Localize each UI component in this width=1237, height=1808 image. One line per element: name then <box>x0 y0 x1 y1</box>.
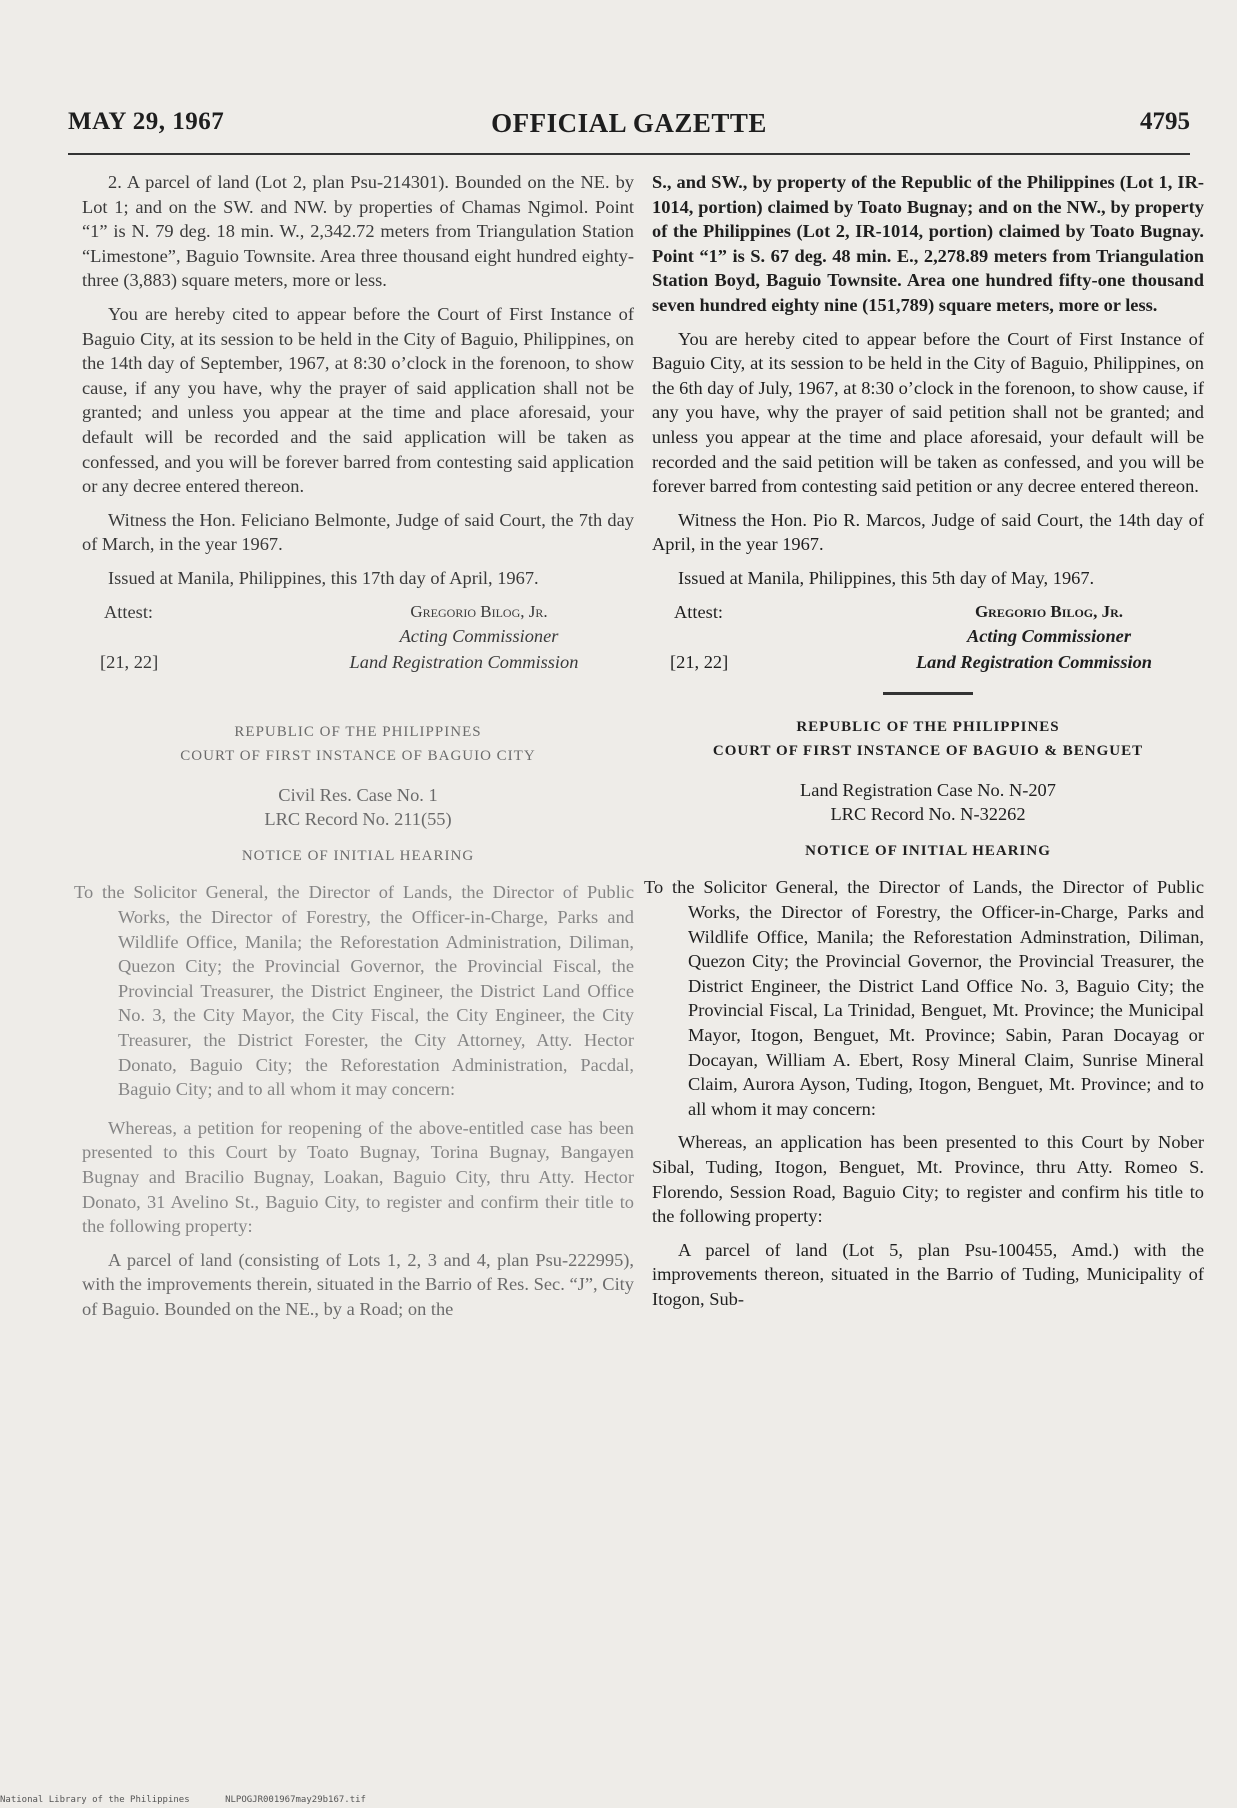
signature-block <box>652 600 1204 678</box>
record-number: LRC Record No. N-32262 <box>830 804 1026 825</box>
parcel-paragraph: A parcel of land (Lot 5, plan Psu-100455, Amd.) with the improvements thereon, situated in the Barrio of Tuding, Municipality of Itogon, Sub- <box>652 1239 1204 1309</box>
parcel-description-continued: S., and SW., by property of the Republic of the Philippines (Lot 1, IR-1014, portion) claimed by Toato Bugnay; and on the NW., by property of the Philippines (Lot 2, IR-1014, portion) claimed by Toato Bugnay. Point “1” is S. 67 deg. 48 min. E., 2,278.89 meters from Triangulation Station Boyd, Baguio Townsite. Area one hundred fifty-one thousand seven hundred eighty nine (151,789) square meters, more or less. <box>652 172 1204 315</box>
source-label: National Library of the Philippines <box>0 1795 190 1805</box>
header-rule <box>68 153 1190 155</box>
citation-paragraph: You are hereby cited to appear before the Court of First Instance of Baguio City, at its session to be held in the City of Baguio, Philippines, on the 6th day of July, 1967, at 8:30 o’clock in the forenoon, to show cause, if any you have, why the prayer of said petition shall not be granted; and unless you appear at the time and place aforesaid, your default will be recorded and the said petition will be taken as confessed, and you will be forever barred from contesting said petition or any decree entered thereon. <box>652 328 1204 497</box>
case-number: Land Registration Case No. N-207 <box>800 779 1056 800</box>
addressees: To the Solicitor General, the Director of Lands, the Director of Public Works, the Director of Forestry, the Officer-in-Charge, Parks and Wildlife Office, Manila; the Reforestation Administration, Diliman, Quezon City; the Provincial Governor, the Provincial Fiscal, the Provincial Treasurer, the District Engineer, the District Land Office No. 3, the City Mayor, the City Fiscal, the City Engineer, the City Treasurer, the District Forester, the City Attorney, Atty. Hector Donato, Baguio City; the Reforestation Administration, Pacdal, Baguio City; and to all whom it may concern: <box>74 882 634 1100</box>
notice-heading-court: COURT OF FIRST INSTANCE OF BAGUIO & BENGUET <box>712 743 1144 760</box>
whereas-paragraph: Whereas, an application has been presented to this Court by Nober Sibal, Tuding, Itogon, Benguet, Mt. Province, thru Atty. Romeo S. Florendo, Session Road, Baguio City; to register and confirm his title to the following property: <box>652 1132 1204 1227</box>
addressees: To the Solicitor General, the Director of Lands, the Director of Public Works, the Director of Forestry, the Officer-in-Charge, Parks and Wildlife Office, Manila; the Reforestation Adminstration, Diliman, Quezon City; the Provincial Governor, the Provincial Treasurer, the District Engineer, the District Land Office No. 3, Baguio City; the Provincial Fiscal, La Trinidad, Benguet, Mt. Province; the Municipal Mayor, Itogon, Benguet, Mt. Province; Sabin, Paran Docayag or Docayan, William A. Ebert, Rosy Mineral Claim, Sunrise Mineral Claim, Aurora Ayson, Tuding, Itogon, Benguet, Mt. Province; and to all whom it may concern: <box>644 877 1204 1119</box>
notice-heading-republic: REPUBLIC OF THE PHILIPPINES <box>234 723 482 740</box>
notice-heading-republic: REPUBLIC OF THE PHILIPPINES <box>796 718 1060 735</box>
page-header <box>68 108 1190 144</box>
page-number: 4795 <box>1140 108 1190 135</box>
signatory-name: Gregorio Bilog, Jr. <box>974 601 1124 621</box>
parcel-paragraph: A parcel of land (consisting of Lots 1, 2, 3 and 4, plan Psu-222995), with the improvements therein, situated in the Barrio of Res. Sec. “J”, City of Baguio. Bounded on the NE., by a Road; on the <box>82 1249 634 1319</box>
issue-reference: [21, 22] <box>670 651 729 672</box>
record-number: LRC Record No. 211(55) <box>264 809 452 830</box>
witness-paragraph: Witness the Hon. Pio R. Marcos, Judge of said Court, the 14th day of April, in the year 1967. <box>652 509 1204 555</box>
signatory-name: Gregorio Bilog, Jr. <box>410 601 548 621</box>
attest-label: Attest: <box>674 601 724 622</box>
whereas-paragraph: Whereas, a petition for reopening of the above-entitled case has been presented to this Court by Toato Bugnay, Torina Bugnay, Bangayen Bugnay and Bracilio Bugnay, Loakan, Baguio City, thru Atty. Hector Donato, 31 Avelino St., Baguio City, to register and confirm their title to the following property: <box>82 1117 634 1237</box>
case-number: Civil Res. Case No. 1 <box>278 784 438 805</box>
notice-title: NOTICE OF INITIAL HEARING <box>241 847 475 864</box>
parcel-description-lot2: 2. A parcel of land (Lot 2, plan Psu-214301). Bounded on the NE. by Lot 1; and on the SW. and NW. by properties of Chamas Ngimol. Point “1” is N. 79 deg. 18 min. W., 2,342.72 meters from Triangulation Station “Limestone”, Baguio Townsite. Area three thousand eight hundred eighty-three (3,883) square meters, more or less. <box>82 172 634 291</box>
scan-footer <box>0 1795 1237 1805</box>
signatory-office: Land Registration Commission <box>349 651 579 672</box>
signature-block <box>82 600 634 678</box>
issued-paragraph: Issued at Manila, Philippines, this 5th day of May, 1967. <box>678 567 1095 588</box>
notice-heading-court: COURT OF FIRST INSTANCE OF BAGUIO CITY <box>180 748 536 765</box>
issue-date: MAY 29, 1967 <box>68 108 225 135</box>
left-column <box>74 170 634 1331</box>
issue-reference: [21, 22] <box>100 651 159 672</box>
witness-paragraph: Witness the Hon. Feliciano Belmonte, Judge of said Court, the 7th day of March, in the year 1967. <box>82 509 634 555</box>
right-column <box>644 170 1204 1321</box>
signatory-title: Acting Commissioner <box>399 625 559 646</box>
signatory-office: Land Registration Commission <box>915 651 1153 672</box>
file-label: NLPOGJR001967may29b167.tif <box>225 1795 366 1805</box>
issued-paragraph: Issued at Manila, Philippines, this 17th day of April, 1967. <box>108 567 539 588</box>
signatory-title: Acting Commissioner <box>966 625 1132 646</box>
publication-title: OFFICIAL GAZETTE <box>491 108 767 138</box>
section-divider <box>883 692 973 695</box>
notice-title: NOTICE OF INITIAL HEARING <box>805 842 1051 859</box>
attest-label: Attest: <box>104 601 154 622</box>
citation-paragraph: You are hereby cited to appear before the Court of First Instance of Baguio City, at its session to be held in the City of Baguio, Philippines, on the 14th day of September, 1967, at 8:30 o’clock in the forenoon, to show cause, if any you have, why the prayer of said application shall not be granted; and unless you appear at the time and place aforesaid, your default will be recorded and the said application will be taken as confessed, and you will be forever barred from contesting said application or any decree entered thereon. <box>82 303 634 497</box>
